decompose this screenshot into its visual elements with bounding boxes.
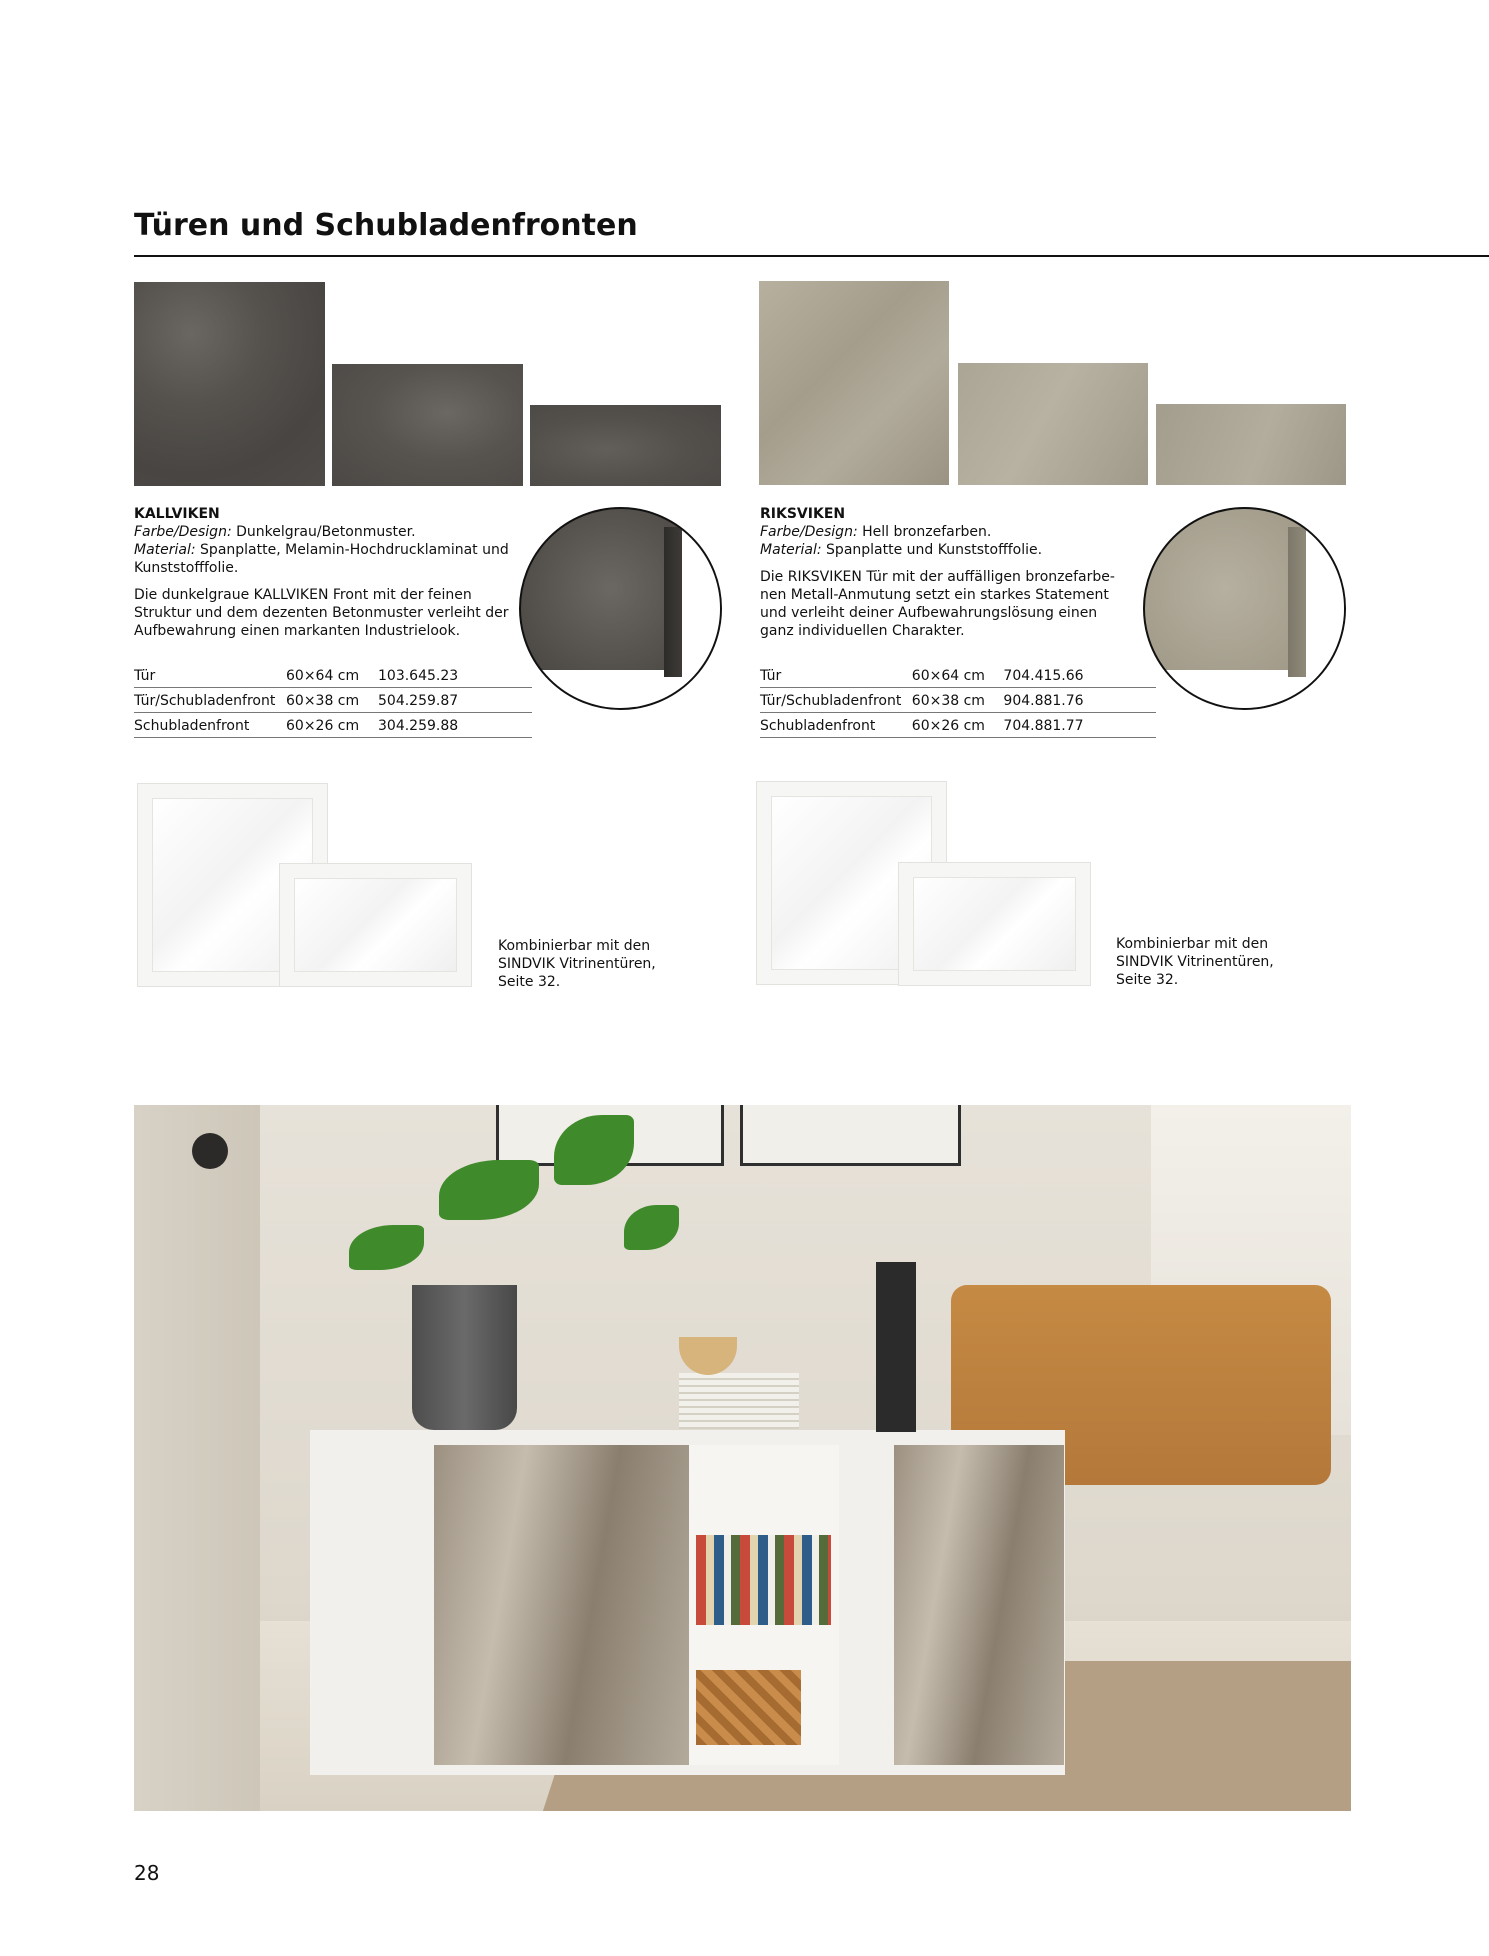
size-cell: 60×64 cm [912,663,1004,688]
description-line: Die dunkelgraue KALLVIKEN Front mit der feinen [134,587,472,603]
type-cell: Schubladenfront [760,713,912,738]
type-cell: Tür/Schubladenfront [134,688,286,713]
riksviken-drawer-front-swatch [958,363,1148,485]
material-line [134,541,524,559]
riksviken-small-drawer-swatch [1156,404,1346,485]
plant-leaf [624,1205,679,1250]
article-cell: 904.881.76 [1003,688,1156,713]
description-line: nen Metall-Anmutung setzt ein starkes Statement [760,587,1109,603]
combination-note: Kombinierbar mit den SINDVIK Vitrinentüren, Seite 32. [498,938,656,990]
material-line [760,541,1150,559]
description-line: Struktur und dem dezenten Betonmuster verleiht der [134,605,509,621]
design-value: Hell bronzefarben. [857,524,992,540]
sindvik-glass-door-small [898,862,1091,986]
riksviken-door-swatch [759,281,949,485]
plant-leaf [349,1225,424,1270]
design-value: Dunkelgrau/Betonmuster. [231,524,416,540]
description-line: und verleiht deiner Aufbewahrungslösung einen [760,605,1098,621]
table-row [760,688,1156,713]
material-value: Spanplatte, Melamin-Hochdrucklaminat und [195,542,509,558]
page-title: Türen und Schubladenfronten [134,208,638,243]
size-cell: 60×64 cm [286,663,378,688]
plant-pot [412,1285,517,1430]
design-label: Farbe/Design: [134,524,232,540]
table-row [134,663,532,688]
cabinet-door-left [434,1445,689,1765]
riksviken-info [760,505,1150,640]
size-cell: 60×38 cm [286,688,378,713]
article-cell: 704.881.77 [1003,713,1156,738]
article-cell: 704.415.66 [1003,663,1156,688]
table-row [760,713,1156,738]
plant-leaf [439,1160,539,1220]
kallviken-drawer-front-swatch [332,364,523,486]
thermostat-knob [192,1133,228,1169]
kallviken-spec-table [134,663,532,738]
speaker [876,1262,916,1432]
product-name: KALLVIKEN [134,506,220,522]
design-line [760,523,1150,541]
description-line: Aufbewahrung einen markanten Industrielook. [134,623,461,639]
size-cell: 60×26 cm [286,713,378,738]
page-number: 28 [134,1861,160,1885]
kallviken-small-drawer-swatch [530,405,721,486]
material-value: Spanplatte und Kunststofffolie. [821,542,1043,558]
kallviken-door-swatch [134,282,325,486]
size-cell: 60×26 cm [912,713,1004,738]
description-line: ganz individuellen Charakter. [760,623,965,639]
material-label: Material: [134,542,196,558]
table-row [134,713,532,738]
picture-frame [740,1105,961,1166]
wall-pillar [134,1105,260,1811]
description-line: Die RIKSVIKEN Tür mit der auffälligen bronzefarbe- [760,569,1115,585]
table-row [760,663,1156,688]
riksviken-detail-zoom [1143,507,1346,710]
type-cell: Schubladenfront [134,713,286,738]
material-line-2: Kunststofffolie. [134,560,239,576]
book-stack [679,1373,799,1429]
cabinet-door-right [894,1445,1064,1765]
design-line [134,523,524,541]
design-label: Farbe/Design: [760,524,858,540]
wooden-bowl [679,1337,737,1375]
title-divider [134,255,1489,257]
books [696,1535,831,1625]
sindvik-glass-door-small [279,863,472,987]
riksviken-spec-table [760,663,1156,738]
product-name: RIKSVIKEN [760,506,846,522]
table-row [134,688,532,713]
room-photo [134,1105,1351,1811]
type-cell: Tür/Schubladenfront [760,688,912,713]
kallviken-info [134,505,524,640]
article-cell: 504.259.87 [378,688,532,713]
type-cell: Tür [760,663,912,688]
article-cell: 304.259.88 [378,713,532,738]
article-cell: 103.645.23 [378,663,532,688]
kallviken-detail-zoom [519,507,722,710]
type-cell: Tür [134,663,286,688]
size-cell: 60×38 cm [912,688,1004,713]
combination-note: Kombinierbar mit den SINDVIK Vitrinentüren, Seite 32. [1116,936,1274,988]
material-label: Material: [760,542,822,558]
woven-basket [696,1670,801,1745]
